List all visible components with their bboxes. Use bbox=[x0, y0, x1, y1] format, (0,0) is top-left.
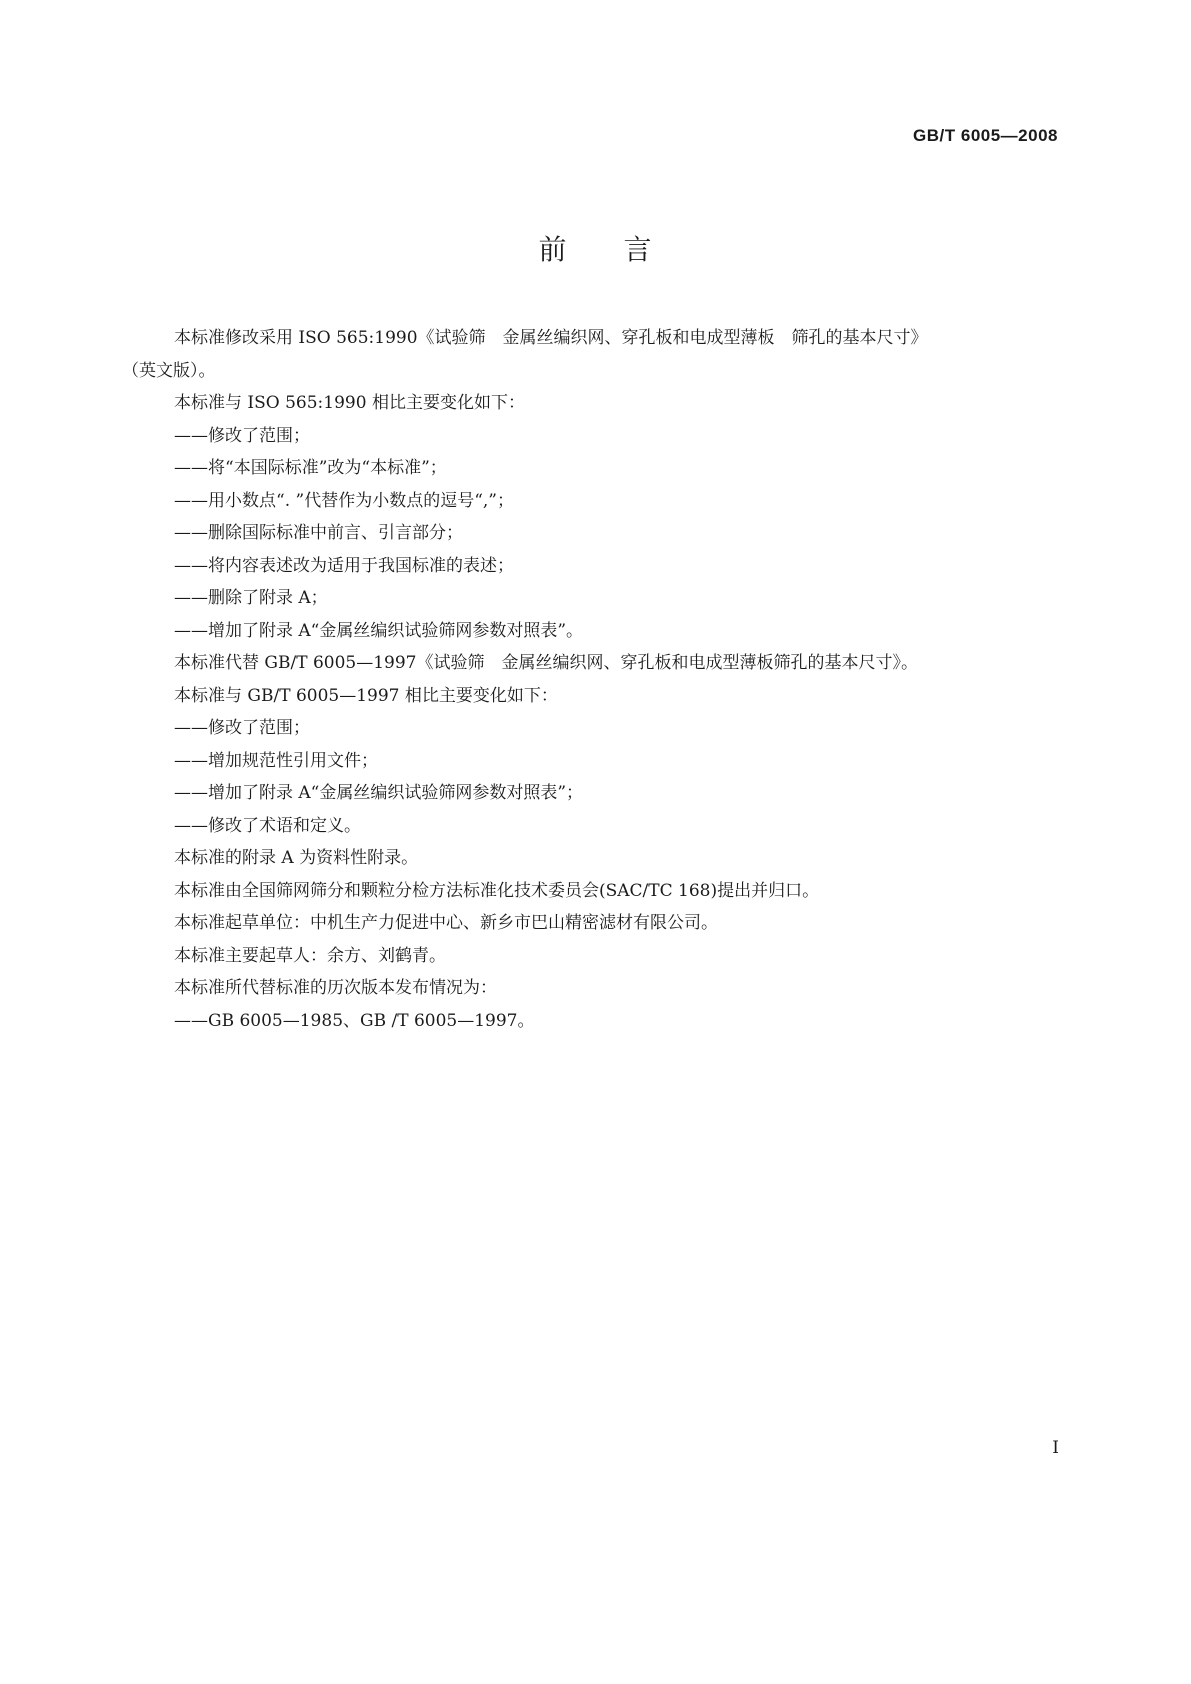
list-item: ——删除国际标准中前言、引言部分； bbox=[174, 523, 463, 543]
list-item: ——GB 6005—1985、GB /T 6005—1997。 bbox=[174, 1010, 535, 1031]
title-char-2: 言 bbox=[623, 233, 653, 266]
paragraph-history-intro: 本标准所代替标准的历次版本发布情况为： bbox=[174, 978, 497, 998]
standard-code: GB/T 6005—2008 bbox=[913, 126, 1058, 145]
title-char-1: 前 bbox=[538, 233, 568, 266]
paragraph-changes-intro: 本标准与 ISO 565:1990 相比主要变化如下： bbox=[174, 393, 525, 413]
paragraph-adoption: 本标准修改采用 ISO 565:1990《试验筛 金属丝编织网、穿孔板和电成型薄板 筛孔的基本尺寸》 bbox=[174, 328, 928, 348]
list-item: ——增加了附录 A“金属丝编织试验筛网参数对照表”。 bbox=[174, 620, 584, 641]
paragraph-adoption-continued: （英文版）。 bbox=[122, 360, 216, 381]
list-item: ——修改了范围； bbox=[174, 718, 310, 738]
page-number: I bbox=[1052, 1438, 1059, 1458]
paragraph-proposer: 本标准由全国筛网筛分和颗粒分检方法标准化技术委员会(SAC/TC 168)提出并归口。 bbox=[174, 880, 820, 901]
list-item: ——修改了术语和定义。 bbox=[174, 815, 361, 836]
list-item: ——修改了范围； bbox=[174, 425, 310, 446]
paragraph-replaces: 本标准代替 GB/T 6005—1997《试验筛 金属丝编织网、穿孔板和电成型薄板筛孔的基本尺寸》。 bbox=[174, 653, 918, 673]
list-item: ——将“本国际标准”改为“本标准”； bbox=[174, 458, 447, 478]
list-item: ——将内容表述改为适用于我国标准的表述； bbox=[174, 555, 514, 576]
paragraph-drafters: 本标准主要起草人：余方、刘鹤青。 bbox=[174, 945, 446, 966]
list-item: ——用小数点“. ”代替作为小数点的逗号“,”； bbox=[174, 490, 514, 511]
paragraph-drafting-units: 本标准起草单位：中机生产力促进中心、新乡市巴山精密滤材有限公司。 bbox=[174, 913, 718, 933]
list-item: ——增加规范性引用文件； bbox=[174, 750, 378, 771]
paragraph-changes-vs-1997: 本标准与 GB/T 6005—1997 相比主要变化如下： bbox=[174, 685, 558, 706]
list-item: ——删除了附录 A； bbox=[174, 588, 328, 608]
foreword-body bbox=[122, 322, 1062, 1037]
paragraph-annex: 本标准的附录 A 为资料性附录。 bbox=[174, 848, 419, 868]
page-title bbox=[0, 228, 1191, 268]
list-item: ——增加了附录 A“金属丝编织试验筛网参数对照表”； bbox=[174, 783, 584, 803]
